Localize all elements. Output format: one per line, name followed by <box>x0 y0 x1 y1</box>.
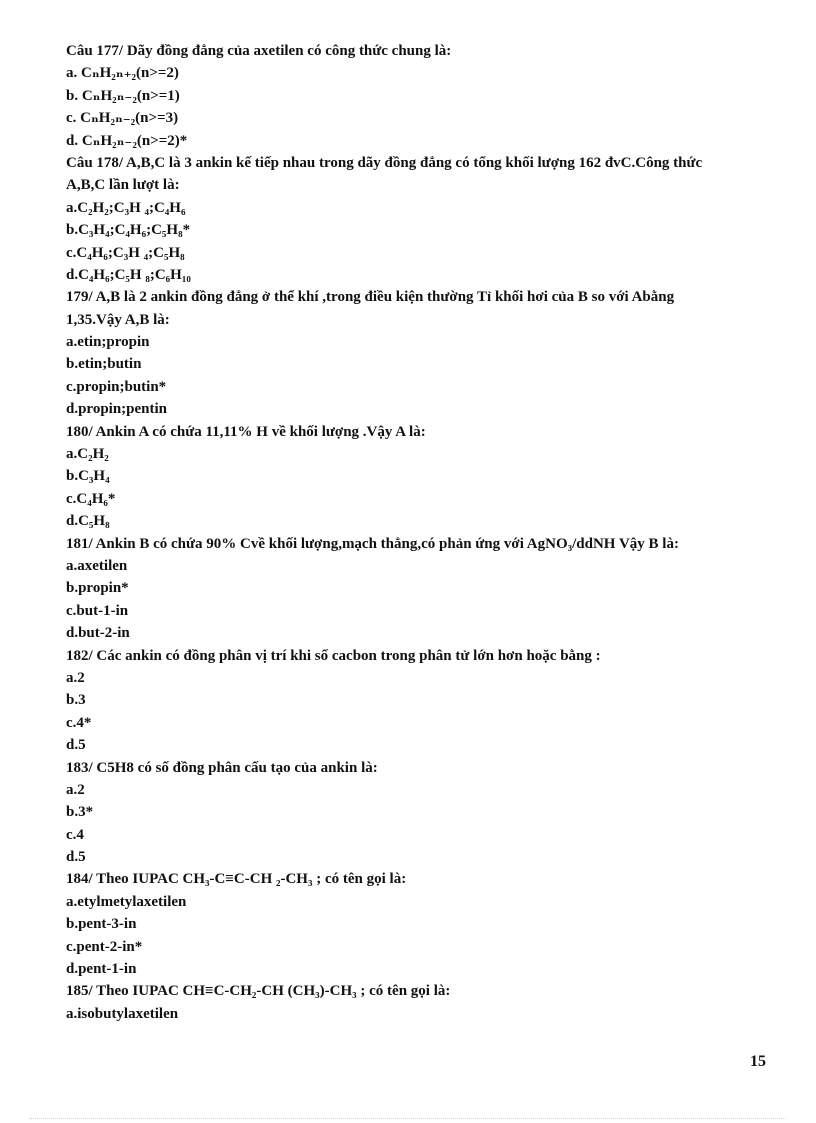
answer-option: d. CₙH₂ₙ₋₂(n>=2)* <box>66 132 188 149</box>
answer-option: d.pent-1-in <box>66 961 137 978</box>
question-line: 183/ C5H8 có số đồng phân cấu tạo của ankin là: <box>66 759 378 776</box>
answer-option: c.C₄H₆;C₃H ₄;C₅H₈ <box>66 244 185 261</box>
page-number: 15 <box>750 1053 766 1070</box>
answer-option: c.propin;butin* <box>66 378 167 395</box>
answer-option: b.propin* <box>66 580 129 597</box>
answer-option: d.but-2-in <box>66 625 130 642</box>
answer-option: a. CₙH₂ₙ₊₂(n>=2) <box>66 65 179 82</box>
answer-option: A,B,C lần lượt là: <box>66 177 180 194</box>
answer-option: a.2 <box>66 781 85 798</box>
answer-option: b.C₃H₄ <box>66 468 110 485</box>
answer-option: c.but-1-in <box>66 602 129 619</box>
answer-option: b.3 <box>66 692 86 709</box>
answer-option: b.C₃H₄;C₄H₆;C₅H₈* <box>66 222 191 239</box>
answer-option: b.pent-3-in <box>66 916 137 933</box>
question-line: 182/ Các ankin có đồng phân vị trí khi số cacbon trong phân tử lớn hơn hoặc bằng : <box>66 647 601 664</box>
question-line: Câu 178/ A,B,C là 3 ankin kế tiếp nhau trong dãy đồng đẳng có tổng khối lượng 162 đvC.Công thức <box>66 154 703 171</box>
answer-option: a.etylmetylaxetilen <box>66 893 187 910</box>
answer-option: d.5 <box>66 849 86 866</box>
answer-option: c.pent-2-in* <box>66 938 143 955</box>
answer-option: a.2 <box>66 669 85 686</box>
answer-option: a.etin;propin <box>66 334 150 351</box>
answer-option: a.isobutylaxetilen <box>66 1005 179 1022</box>
answer-option: a.C₂H₂ <box>66 446 109 463</box>
document-body <box>66 40 786 1025</box>
question-line: 181/ Ankin B có chứa 90% Cvề khối lượng,mạch thẳng,có phản ứng với AgNO₃/ddNH Vậy B là: <box>66 535 679 552</box>
answer-option: 1,35.Vậy A,B là: <box>66 311 170 328</box>
answer-option: c.C₄H₆* <box>66 490 116 507</box>
answer-option: a.axetilen <box>66 557 128 574</box>
answer-option: b. CₙH₂ₙ₋₂(n>=1) <box>66 87 180 104</box>
question-line: 184/ Theo IUPAC CH₃-C≡C-CH ₂-CH₃ ; có tên gọi là: <box>66 871 407 888</box>
answer-option: b.etin;butin <box>66 356 142 373</box>
answer-option: c.4* <box>66 714 92 731</box>
answer-option: b.3* <box>66 804 94 821</box>
question-line: 185/ Theo IUPAC CH≡C-CH₂-CH (CH₃)-CH₃ ; có tên gọi là: <box>66 983 451 1000</box>
question-line: 180/ Ankin A có chứa 11,11% H về khối lượng .Vậy A là: <box>66 423 426 440</box>
footer-divider <box>30 1118 786 1119</box>
question-line: 179/ A,B là 2 ankin đồng đẳng ở thể khí ,trong điều kiện thường Tỉ khối hơi của B so với Abằng <box>66 289 675 306</box>
answer-option: d.propin;pentin <box>66 401 168 418</box>
answer-option: d.C₅H₈ <box>66 513 110 530</box>
answer-option: a.C₂H₂;C₃H ₄;C₄H₆ <box>66 199 186 216</box>
question-line: Câu 177/ Dãy đồng đẳng của axetilen có công thức chung là: <box>66 43 452 59</box>
answer-option: c.4 <box>66 826 84 843</box>
answer-option: d.5 <box>66 737 86 754</box>
answer-option: c. CₙH₂ₙ₋₂(n>=3) <box>66 110 179 127</box>
answer-option: d.C₄H₆;C₅H ₈;C₆H₁₀ <box>66 266 191 283</box>
